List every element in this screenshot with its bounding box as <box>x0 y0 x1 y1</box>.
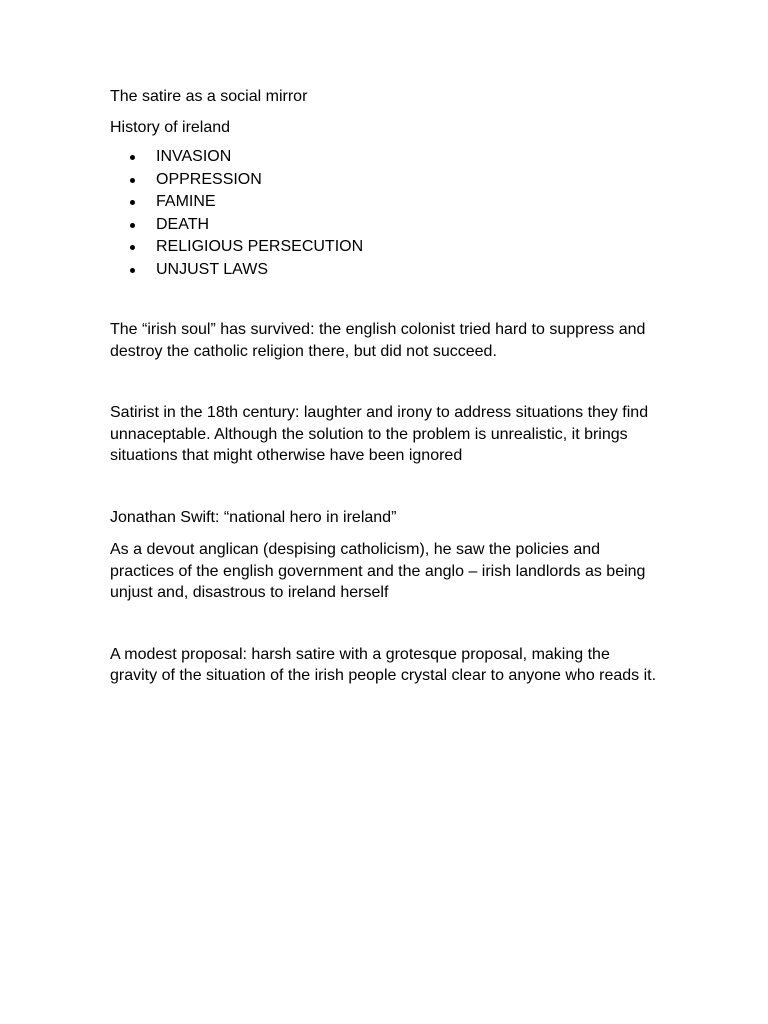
list-item <box>110 191 660 214</box>
bullet-icon <box>130 268 135 273</box>
list-item <box>110 236 660 259</box>
list-item-text: INVASION <box>156 148 232 165</box>
list-item-text: UNJUST LAWS <box>156 260 269 278</box>
bullet-icon <box>130 155 135 160</box>
document-title: The satire as a social mirror <box>110 88 308 105</box>
paragraph-modest-proposal: A modest proposal: harsh satire with a grotesque proposal, making the gravity of the situation of the irish people crystal clear to anyone who reads it. <box>110 645 657 684</box>
list-item-text: OPPRESSION <box>156 170 262 188</box>
bullet-list <box>110 146 660 281</box>
paragraph-jonathan-swift: Jonathan Swift: “national hero in ireland” <box>110 508 397 526</box>
list-item <box>110 146 660 169</box>
document-page <box>110 86 660 687</box>
section-heading: History of ireland <box>110 119 231 136</box>
bullet-icon <box>130 200 135 205</box>
list-item <box>110 259 660 282</box>
paragraph-irish-soul: The “irish soul” has survived: the english colonist tried hard to suppress and destroy the catholic religion there, but did not succeed. <box>110 321 646 360</box>
list-item-text: RELIGIOUS PERSECUTION <box>156 238 364 255</box>
list-item <box>110 214 660 237</box>
bullet-icon <box>130 223 135 228</box>
list-item-text: DEATH <box>156 215 210 233</box>
bullet-icon <box>130 178 135 183</box>
list-item-text: FAMINE <box>156 193 216 210</box>
paragraph-anglican: As a devout anglican (despising catholicism), he saw the policies and practices of the english government and the anglo – irish landlords as being unjust and, disastrous to ireland herself <box>110 541 646 601</box>
paragraph-satirist: Satirist in the 18th century: laughter and irony to address situations they find unnaceptable. Although the solution to the problem is unrealistic, it brings situations that might otherwise have been ignored <box>110 404 649 464</box>
list-item <box>110 169 660 192</box>
bullet-icon <box>130 245 135 250</box>
